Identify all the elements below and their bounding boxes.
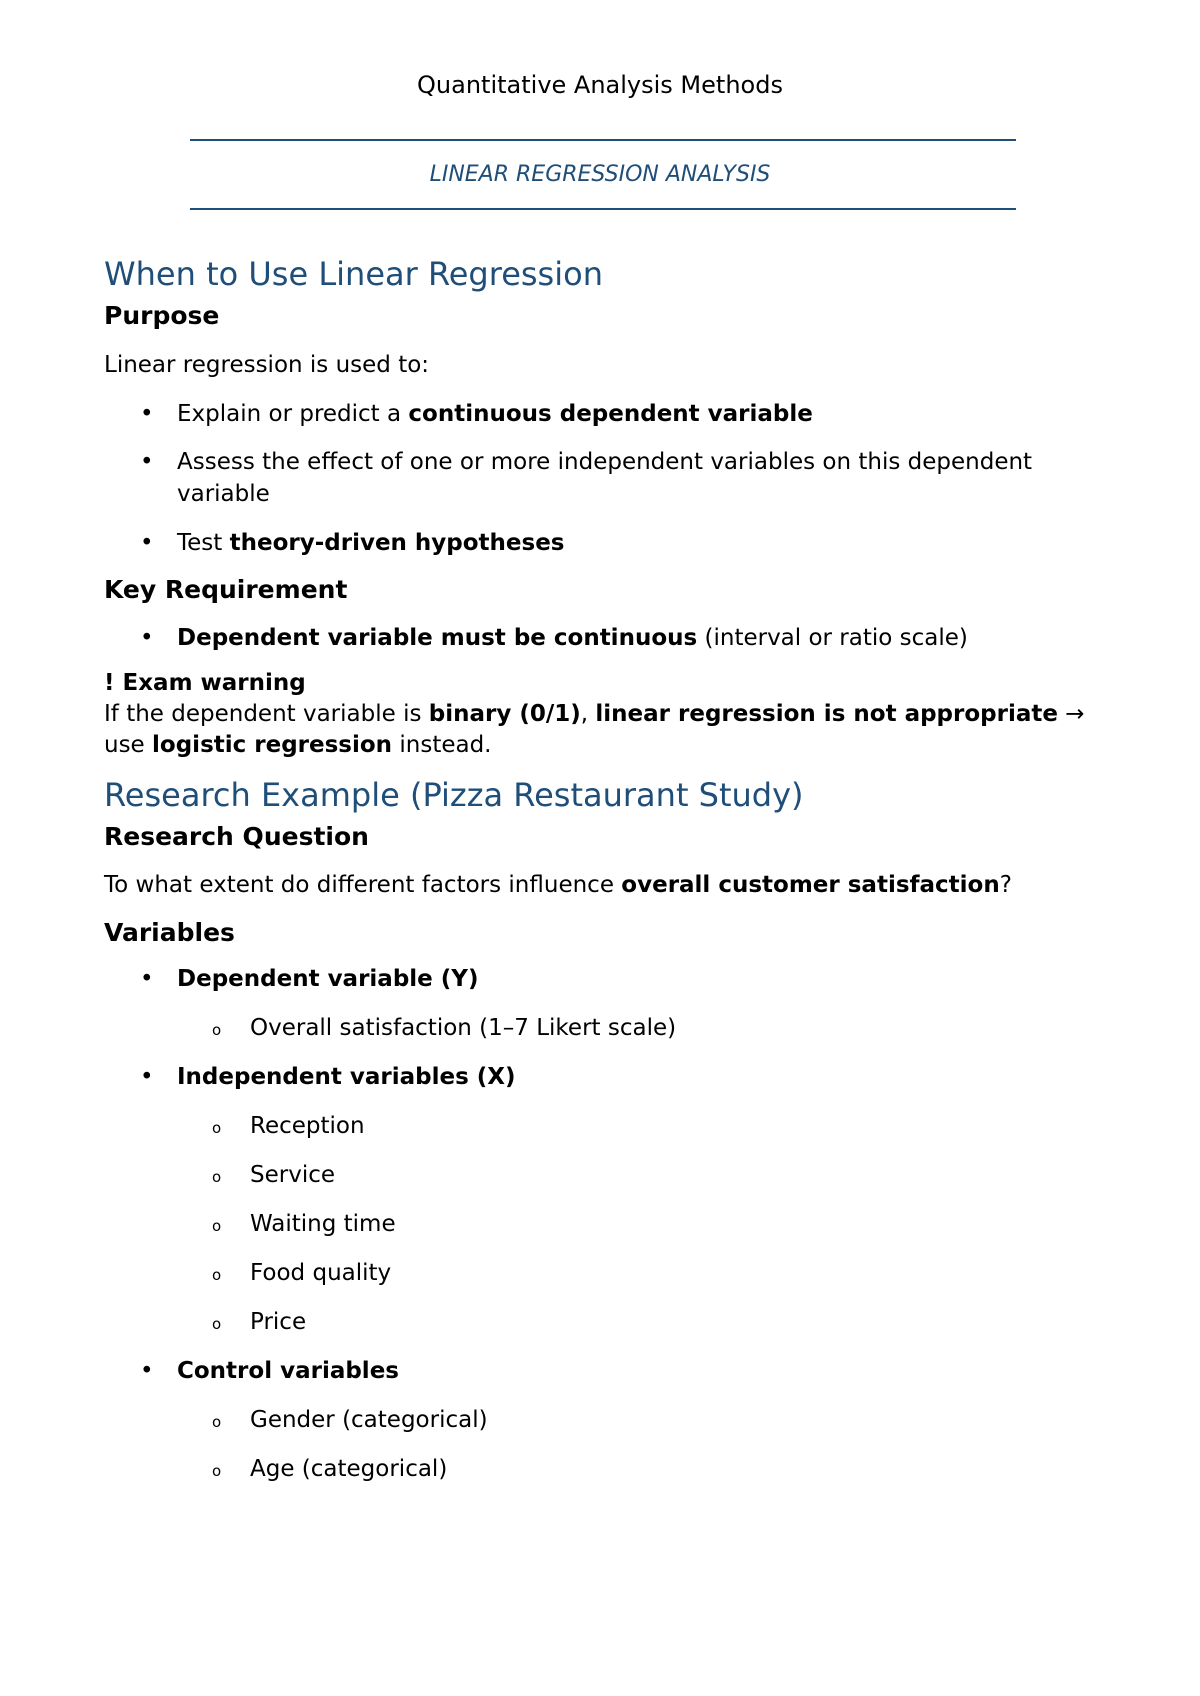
- bullet-icon: •: [140, 401, 154, 427]
- research-question-text: To what extent do different factors influence overall customer satisfaction?: [104, 872, 1012, 898]
- list-item: • Dependent variable (Y) o Overall satisfaction (1–7 Likert scale): [104, 963, 1104, 1044]
- header-rule-bottom: [190, 208, 1016, 210]
- circle-bullet-icon: o: [212, 1266, 222, 1284]
- circle-bullet-icon: o: [212, 1119, 222, 1137]
- circle-bullet-icon: o: [212, 1168, 222, 1186]
- subheading-research-question: Research Question: [104, 822, 369, 851]
- circle-bullet-icon: o: [212, 1021, 222, 1039]
- circle-bullet-icon: o: [212, 1413, 222, 1431]
- subheading-purpose: Purpose: [104, 301, 220, 330]
- control-variable-list: [177, 1404, 1104, 1485]
- list-item: • Independent variables (X) o Reception o Service o Waiting time o Food quality o Price: [104, 1061, 1104, 1338]
- list-item: o Gender (categorical): [104, 1404, 1104, 1436]
- list-item: • Assess the effect of one or more independent variables on this dependent variable: [104, 446, 1104, 510]
- dependent-variable-list: [177, 1012, 1104, 1044]
- bullet-icon: •: [140, 1064, 154, 1090]
- independent-variable-list: [177, 1110, 1104, 1338]
- document-subtitle: LINEAR REGRESSION ANALYSIS: [429, 162, 771, 187]
- running-header: Quantitative Analysis Methods: [417, 71, 783, 99]
- list-item: • Explain or predict a continuous dependent variable: [104, 398, 1104, 430]
- bullet-icon: •: [140, 966, 154, 992]
- header-rule-top: [190, 139, 1016, 141]
- circle-bullet-icon: o: [212, 1217, 222, 1235]
- variables-list: [104, 963, 1104, 1485]
- list-item: o Service: [104, 1159, 1104, 1191]
- bullet-icon: •: [140, 530, 154, 556]
- requirement-list: [104, 622, 1104, 654]
- bullet-icon: •: [140, 449, 154, 475]
- list-item: o Price: [104, 1306, 1104, 1338]
- list-item: • Test theory-driven hypotheses: [104, 527, 1104, 559]
- bullet-icon: •: [140, 1358, 154, 1384]
- subheading-key-requirement: Key Requirement: [104, 575, 348, 604]
- bullet-icon: •: [140, 625, 154, 651]
- section-heading-when-to-use: When to Use Linear Regression: [104, 255, 603, 293]
- subheading-variables: Variables: [104, 918, 235, 947]
- section-heading-research-example: Research Example (Pizza Restaurant Study): [104, 776, 804, 814]
- list-item: o Waiting time: [104, 1208, 1104, 1240]
- exam-warning-text: If the dependent variable is binary (0/1), linear regression is not appropriate → use logistic regression instead.: [104, 701, 1085, 758]
- exam-warning-title: ! Exam warning: [104, 670, 306, 696]
- document-body: [104, 248, 1104, 1485]
- list-item: o Age (categorical): [104, 1453, 1104, 1485]
- list-item: o Overall satisfaction (1–7 Likert scale): [104, 1012, 1104, 1044]
- circle-bullet-icon: o: [212, 1462, 222, 1480]
- purpose-list: [104, 398, 1104, 559]
- purpose-intro: Linear regression is used to:: [104, 352, 430, 378]
- list-item: o Food quality: [104, 1257, 1104, 1289]
- list-item: • Dependent variable must be continuous (interval or ratio scale): [104, 622, 1104, 654]
- list-item: o Reception: [104, 1110, 1104, 1142]
- list-item: • Control variables o Gender (categorical) o Age (categorical): [104, 1355, 1104, 1485]
- circle-bullet-icon: o: [212, 1315, 222, 1333]
